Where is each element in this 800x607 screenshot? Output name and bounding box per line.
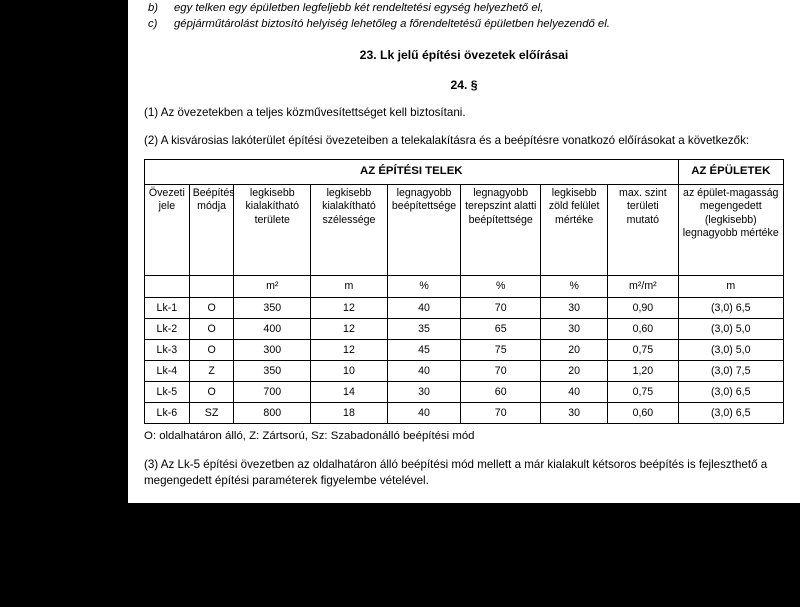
paragraph-5-truncated: (1) A kertvárosias lakóterület építési övezetei több önálló rendeltetési egységet magában foglaló bbox=[144, 592, 637, 606]
cell-terepszint-alatti: 70 bbox=[461, 361, 541, 382]
table-group-header-row bbox=[145, 160, 784, 185]
table-row bbox=[145, 319, 784, 340]
cell-terepszint-alatti: 75 bbox=[461, 340, 541, 361]
list-item-marker: b) bbox=[148, 2, 159, 14]
zoning-parameters-table bbox=[144, 159, 784, 424]
intro-list bbox=[144, 0, 784, 33]
unit-cell: m² bbox=[234, 276, 311, 298]
list-item-text: egy telken egy épületben legfeljebb két rendeltetési egység helyezhető el, bbox=[174, 2, 544, 14]
cell-ovezeti-jele: Lk-1 bbox=[145, 298, 190, 319]
paragraph-4-prefix: (4) Az Lk-6 jelű építési övezetben egy épület összes bruttó szintterülete 500 m bbox=[144, 503, 546, 517]
cell-szintteruleti-mutato: 0,90 bbox=[608, 298, 678, 319]
table-units-row bbox=[145, 276, 784, 298]
table-group-header-telek: AZ ÉPÍTÉSI TELEK bbox=[145, 160, 679, 185]
cell-terepszint-alatti: 70 bbox=[461, 298, 541, 319]
cell-szelesseg: 14 bbox=[311, 382, 388, 403]
list-item bbox=[148, 0, 784, 16]
cell-beepitettseg: 45 bbox=[387, 340, 460, 361]
cell-epuletmagassag: (3,0) 6,5 bbox=[678, 403, 783, 424]
paragraph-4 bbox=[144, 501, 784, 519]
cell-zoldfelulet: 20 bbox=[541, 340, 608, 361]
col-header-legkisebb-terulet: legkisebb kialakítható területe bbox=[234, 185, 311, 276]
unit-cell: m²/m² bbox=[608, 276, 678, 298]
unit-cell bbox=[145, 276, 190, 298]
cell-terepszint-alatti: 70 bbox=[461, 403, 541, 424]
cell-beepitettseg: 40 bbox=[387, 403, 460, 424]
col-header-beepites-modja: Beépítés módja bbox=[189, 185, 234, 276]
list-item-marker: c) bbox=[148, 18, 158, 31]
cell-beepites-modja: Z bbox=[189, 361, 234, 382]
cell-zoldfelulet: 30 bbox=[541, 319, 608, 340]
cell-beepitettseg: 35 bbox=[387, 319, 460, 340]
col-header-szintteruleti-mutato: max. szint területi mutató bbox=[608, 185, 678, 276]
paragraph-1: (1) Az övezetekben a teljes közművesítettséget kell biztosítani. bbox=[144, 106, 466, 120]
cell-terepszint-alatti: 60 bbox=[461, 382, 541, 403]
paragraph-2: (2) A kisvárosias lakóterület építési övezeteiben a telekalakításra és a beépítésre vonatkozó előírásokat a következők: bbox=[144, 134, 750, 148]
unit-cell: % bbox=[461, 276, 541, 298]
cell-ovezeti-jele: Lk-3 bbox=[145, 340, 190, 361]
cell-szintteruleti-mutato: 0,60 bbox=[608, 403, 678, 424]
cell-zoldfelulet: 40 bbox=[541, 382, 608, 403]
cell-szintteruleti-mutato: 0,75 bbox=[608, 340, 678, 361]
unit-cell: m bbox=[678, 276, 783, 298]
cell-terulet: 300 bbox=[234, 340, 311, 361]
cell-epuletmagassag: (3,0) 6,5 bbox=[678, 382, 783, 403]
cell-beepitettseg: 30 bbox=[387, 382, 460, 403]
cell-epuletmagassag: (3,0) 7,5 bbox=[678, 361, 783, 382]
cell-beepitettseg: 40 bbox=[387, 361, 460, 382]
cell-beepites-modja: O bbox=[189, 298, 234, 319]
cell-terulet: 800 bbox=[234, 403, 311, 424]
list-item-text: gépjárműtárolást biztosító helyiség lehetőleg a főrendeltetésű épületben helyezendő el. bbox=[174, 18, 610, 31]
unit-cell bbox=[189, 276, 234, 298]
cell-terulet: 350 bbox=[234, 298, 311, 319]
col-header-legkisebb-szelesseg: legkisebb kialakítható szélessége bbox=[311, 185, 388, 276]
col-header-legnagyobb-beepitettseg: legnagyobb beépítettsége bbox=[387, 185, 460, 276]
cell-terulet: 700 bbox=[234, 382, 311, 403]
cell-terulet: 400 bbox=[234, 319, 311, 340]
cell-zoldfelulet: 30 bbox=[541, 403, 608, 424]
cell-ovezeti-jele: Lk-6 bbox=[145, 403, 190, 424]
table-group-header-epuletek: AZ ÉPÜLETEK bbox=[678, 160, 783, 185]
cell-terulet: 350 bbox=[234, 361, 311, 382]
cell-ovezeti-jele: Lk-4 bbox=[145, 361, 190, 382]
paragraph-heading-24: 24. § bbox=[450, 77, 478, 92]
cell-beepites-modja: SZ bbox=[189, 403, 234, 424]
section-heading-24: 24. Kertvárosias lakóterület „Lke” általános előírásai bbox=[311, 533, 617, 548]
cell-ovezeti-jele: Lk-5 bbox=[145, 382, 190, 403]
cell-beepitettseg: 40 bbox=[387, 298, 460, 319]
unit-cell: m bbox=[311, 276, 388, 298]
cell-szelesseg: 12 bbox=[311, 298, 388, 319]
table-row bbox=[145, 361, 784, 382]
cell-epuletmagassag: (3,0) 5,0 bbox=[678, 319, 783, 340]
paragraph-4-superscript: 2 bbox=[545, 500, 551, 511]
table-column-header-row bbox=[145, 185, 784, 276]
unit-cell: % bbox=[387, 276, 460, 298]
section-heading-23: 23. Lk jelű építési övezetek előírásai bbox=[359, 47, 569, 62]
cell-szelesseg: 10 bbox=[311, 361, 388, 382]
cell-epuletmagassag: (3,0) 6,5 bbox=[678, 298, 783, 319]
cell-ovezeti-jele: Lk-2 bbox=[145, 319, 190, 340]
document-body bbox=[144, 0, 784, 605]
table-row bbox=[145, 382, 784, 403]
table-row bbox=[145, 403, 784, 424]
col-header-terepszint-alatti-beepitettseg: legnagyobb terepszint alatti beépítettsége bbox=[461, 185, 541, 276]
cell-szintteruleti-mutato: 0,75 bbox=[608, 382, 678, 403]
cell-terepszint-alatti: 65 bbox=[461, 319, 541, 340]
col-header-ovezeti-jele: Övezeti jele bbox=[145, 185, 190, 276]
cell-zoldfelulet: 20 bbox=[541, 361, 608, 382]
table-row bbox=[145, 340, 784, 361]
paragraph-4-suffix: lehet. bbox=[553, 503, 582, 517]
cell-szelesseg: 12 bbox=[311, 319, 388, 340]
cell-beepites-modja: O bbox=[189, 382, 234, 403]
col-header-epuletmagassag: az épület-magasság megengedett (legkisebb) legnagyobb mértéke bbox=[678, 185, 783, 276]
cell-szelesseg: 12 bbox=[311, 340, 388, 361]
cell-szintteruleti-mutato: 0,60 bbox=[608, 319, 678, 340]
paragraph-3: (3) Az Lk-5 építési övezetben az oldalhatáron álló beépítési mód mellett a már kialakult kétsoros beépítés is fejleszthető a megengedett építési paraméterek figyelembe vételével. bbox=[144, 457, 768, 487]
cell-zoldfelulet: 30 bbox=[541, 298, 608, 319]
cell-beepites-modja: O bbox=[189, 340, 234, 361]
list-item bbox=[148, 16, 784, 32]
col-header-zoldfelulet: legkisebb zöld felület mértéke bbox=[541, 185, 608, 276]
cell-epuletmagassag: (3,0) 5,0 bbox=[678, 340, 783, 361]
cell-beepites-modja: O bbox=[189, 319, 234, 340]
table-row bbox=[145, 298, 784, 319]
cell-szelesseg: 18 bbox=[311, 403, 388, 424]
cell-szintteruleti-mutato: 1,20 bbox=[608, 361, 678, 382]
paragraph-heading-25: 25. § bbox=[450, 563, 478, 578]
document-page bbox=[128, 0, 800, 606]
unit-cell: % bbox=[541, 276, 608, 298]
table-legend: O: oldalhatáron álló, Z: Zártsorú, Sz: Szabadonálló beépítési mód bbox=[144, 430, 475, 443]
